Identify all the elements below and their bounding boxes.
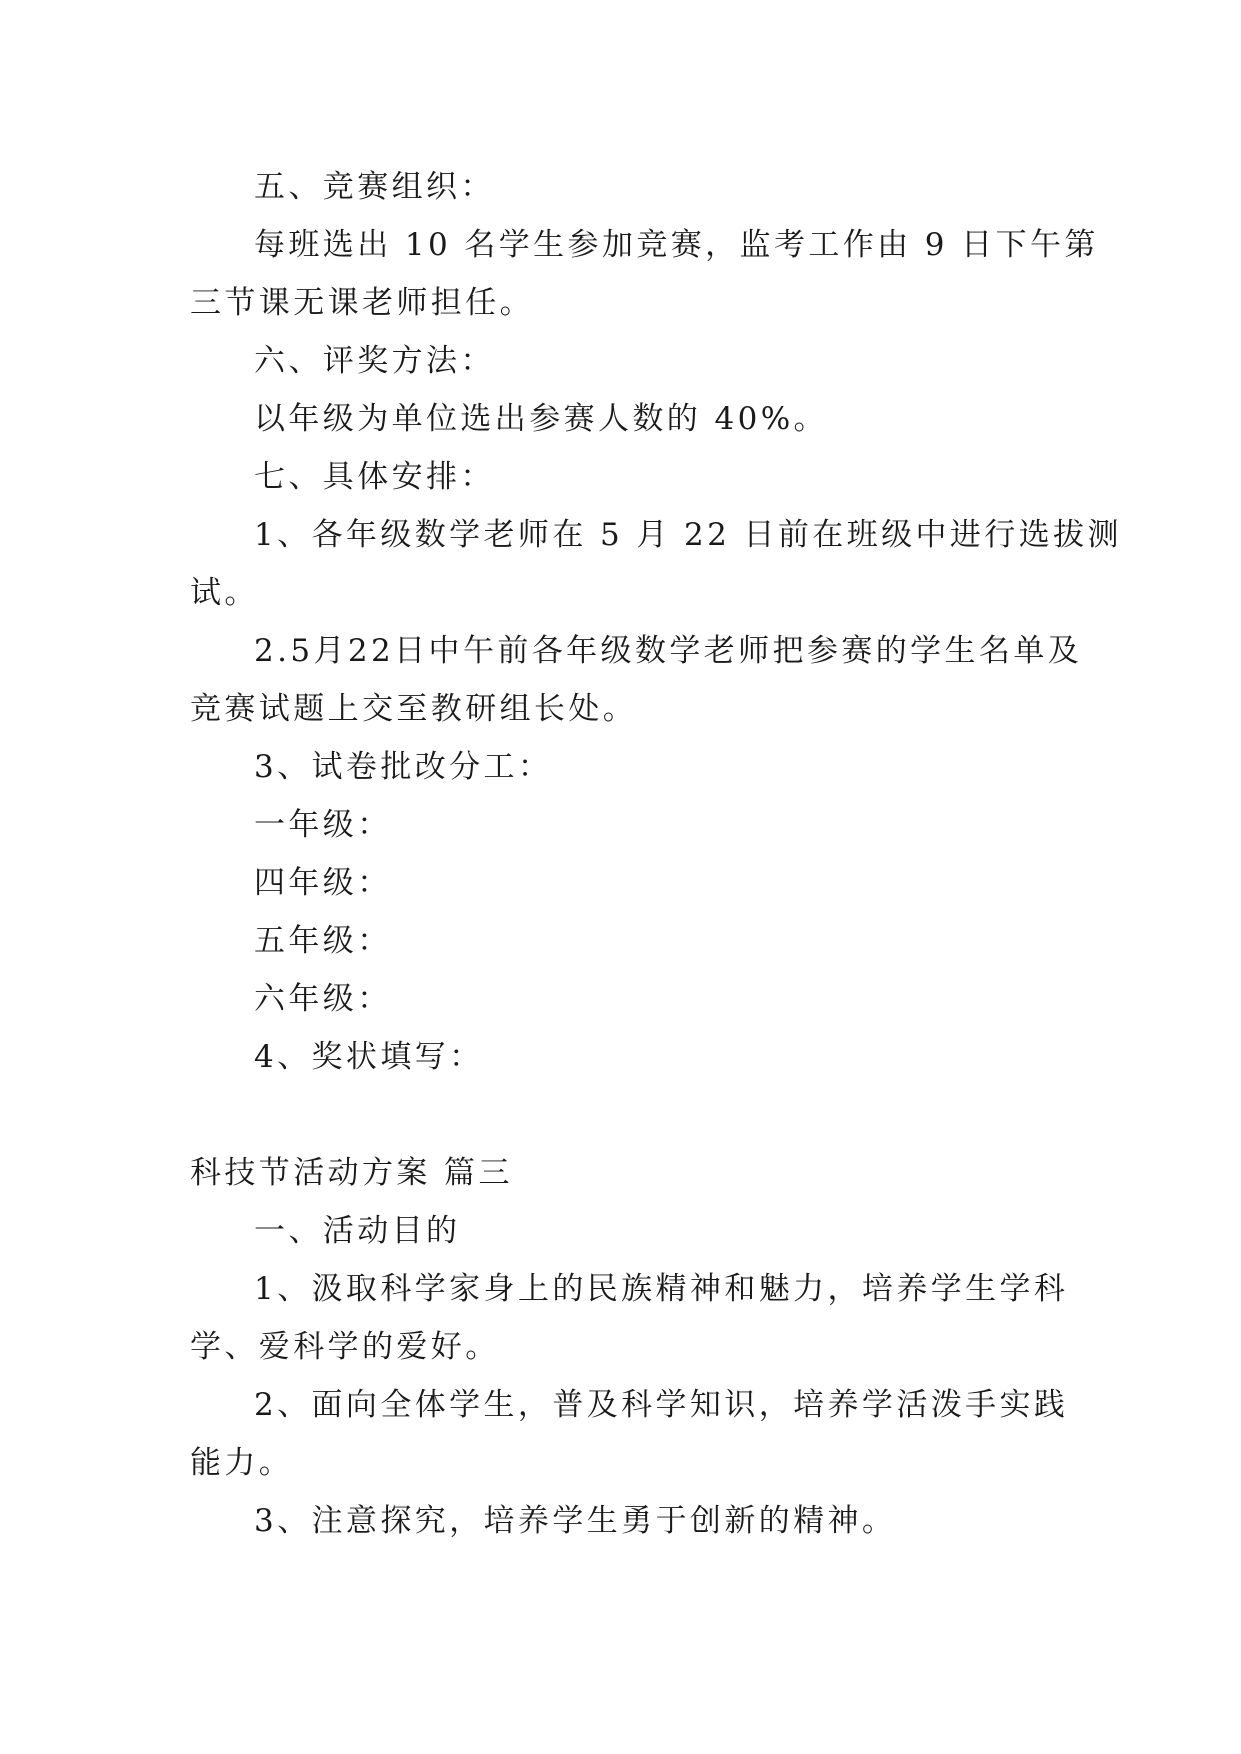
paragraph-line: 五年级：	[254, 923, 392, 959]
paragraph-line: 一、活动目的	[254, 1213, 461, 1249]
paragraph-line: 六年级：	[254, 981, 392, 1017]
paragraph-line: 4、奖状填写：	[254, 1039, 484, 1075]
paragraph-line: 五、竞赛组织：	[254, 169, 495, 205]
section-title: 科技节活动方案 篇三	[190, 1155, 513, 1191]
paragraph-line: 三节课无课老师担任。	[190, 285, 534, 321]
paragraph-line: 四年级：	[254, 865, 392, 901]
paragraph-line: 能力。	[190, 1445, 294, 1481]
paragraph-line: 3、试卷批改分工：	[254, 749, 553, 785]
paragraph-line: 每班选出 10 名学生参加竞赛，监考工作由 9 日下午第	[254, 227, 1099, 263]
paragraph-line: 2、面向全体学生，普及科学知识，培养学活泼手实践	[254, 1387, 1069, 1423]
paragraph-line: 2.5月22日中午前各年级数学老师把参赛的学生名单及	[254, 633, 1083, 669]
paragraph-line: 竞赛试题上交至教研组长处。	[190, 691, 638, 727]
section-spacer	[190, 1086, 1050, 1144]
paragraph-line: 1、各年级数学老师在 5 月 22 日前在班级中进行选拔测	[254, 517, 1122, 553]
paragraph-line: 六、评奖方法：	[254, 343, 495, 379]
paragraph-line: 1、汲取科学家身上的民族精神和魅力，培养学生学科	[254, 1271, 1069, 1307]
document-body	[190, 158, 1122, 1550]
paragraph-line: 学、爱科学的爱好。	[190, 1329, 500, 1365]
paragraph-line: 一年级：	[254, 807, 392, 843]
paragraph-line: 3、注意探究，培养学生勇于创新的精神。	[254, 1503, 897, 1539]
paragraph-line: 试。	[190, 575, 259, 611]
paragraph-line: 七、具体安排：	[254, 459, 495, 495]
paragraph-line: 以年级为单位选出参赛人数的 40%。	[254, 401, 828, 437]
